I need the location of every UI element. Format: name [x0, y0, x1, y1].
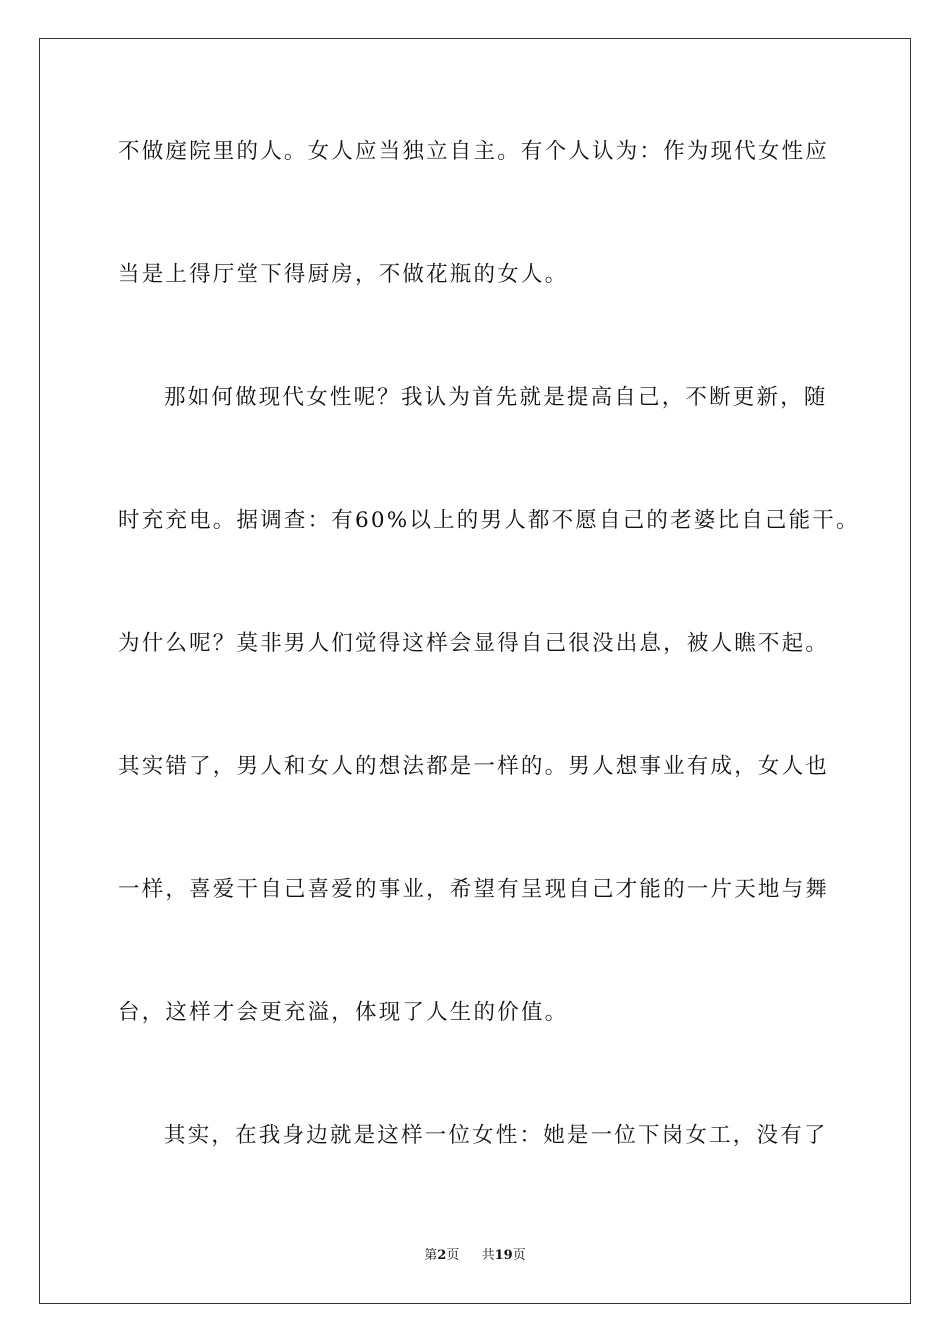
- body-text-line: 不做庭院里的人。女人应当独立自主。有个人认为：作为现代女性应: [118, 139, 830, 164]
- paragraph-first-line: 那如何做现代女性呢？我认为首先就是提高自己，不断更新，随: [164, 385, 828, 410]
- body-text-line: 为什么呢？莫非男人们觉得这样会显得自己很没出息，被人瞧不起。: [118, 631, 830, 656]
- page-number: 2: [437, 1248, 447, 1263]
- body-text-line: 其实错了，男人和女人的想法都是一样的。男人想事业有成，女人也: [118, 754, 830, 779]
- total-prefix: 共: [481, 1248, 495, 1263]
- body-text-line: 一样，喜爱干自己喜爱的事业，希望有呈现自己才能的一片天地与舞: [118, 877, 830, 902]
- page-prefix: 第: [424, 1248, 438, 1263]
- body-text-line: 当是上得厅堂下得厨房，不做花瓶的女人。: [118, 262, 569, 287]
- total-suffix: 页: [512, 1248, 526, 1263]
- body-text-line: 时充充电。据调查：有60%以上的男人都不愿自己的老婆比自己能干。: [118, 508, 860, 533]
- page-suffix: 页: [446, 1248, 460, 1263]
- page-border: [39, 38, 911, 1304]
- paragraph-first-line: 其实，在我身边就是这样一位女性：她是一位下岗女工，没有了: [164, 1123, 828, 1148]
- page-footer: [0, 1246, 950, 1266]
- body-text-line: 台，这样才会更充溢，体现了人生的价值。: [118, 1000, 569, 1025]
- total-pages: 19: [494, 1248, 513, 1263]
